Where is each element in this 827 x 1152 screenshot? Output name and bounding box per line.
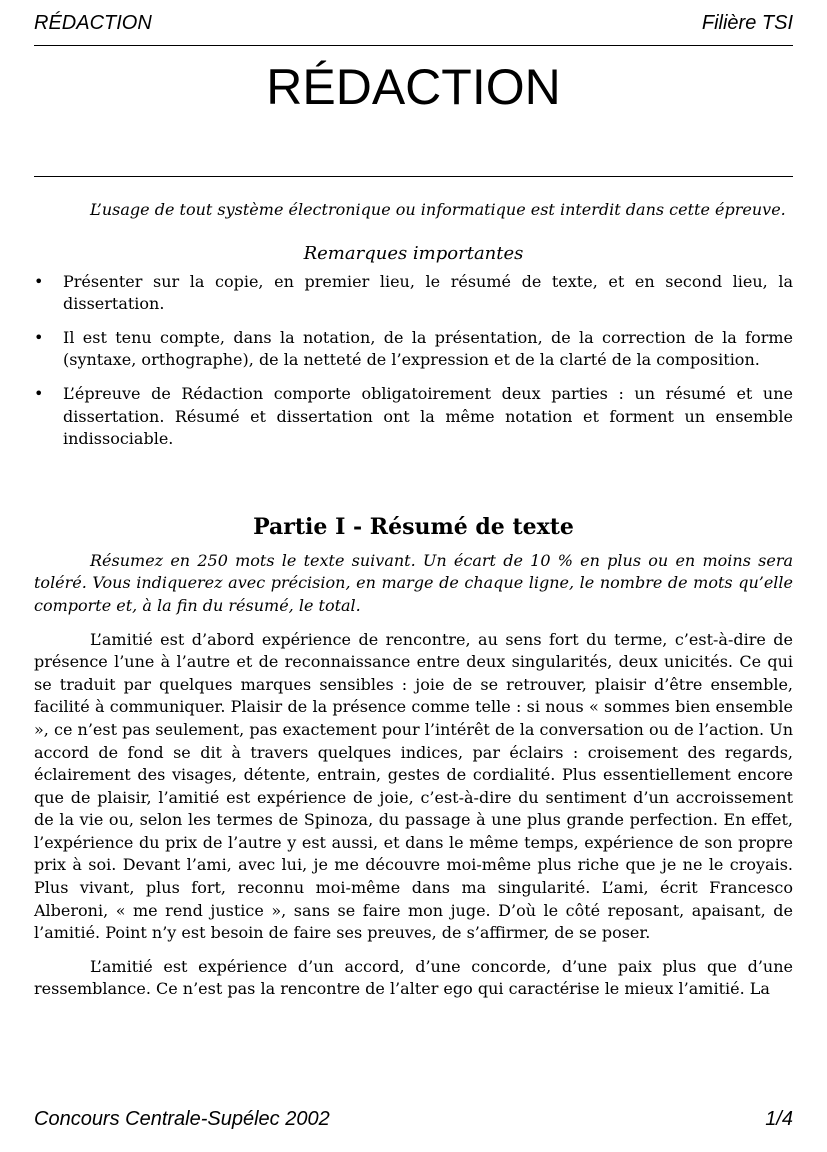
running-header-title: RÉDACTION <box>34 12 152 34</box>
footer-competition: Concours Centrale-Supélec 2002 <box>34 1108 330 1130</box>
bullet-icon: • <box>34 383 44 403</box>
list-item-text: Il est tenu compte, dans la notation, de la présentation, de la correction de la forme (syntaxe, orthographe), de la netteté de l’expression et de la clarté de la composition. <box>63 327 793 370</box>
running-header-track: Filière TSI <box>701 12 793 34</box>
list-item <box>34 383 793 451</box>
remarks-list <box>34 271 793 451</box>
text-paragraph: L’amitié est expérience d’un accord, d’une concorde, d’une paix plus que d’une ressemblance. Ce n’est pas la rencontre de l’alter ego qui caractérise le mieux l’amitié. La <box>34 956 793 999</box>
text-paragraph: L’amitié est d’abord expérience de rencontre, au sens fort du terme, c’est-à-dire de présence l’une à l’autre et de reconnaissance entre deux singularités, deux unicités. Ce qui se traduit par quelques marques sensibles : joie de se retrouver, plaisir d’être ensemble, facilité à communiquer. Plaisir de la présence comme telle : si nous « sommes bien ensemble », ce n’est pas seulement, pas exactement pour l’intérêt de la conversation ou de l’action. Un accord de fond se dit à travers quelques indices, par éclairs : croisement des regards, éclairement des visages, détente, entrain, gestes de cordialité. Plus essentiellement encore que de plaisir, l’amitié est expérience de joie, c’est-à-dire du sentiment d’un accroissement de la vie ou, selon les termes de Spinoza, du passage à une plus grande perfection. En effet, l’expérience du prix de l’autre y est aussi, et dans le même temps, expérience de son propre prix à soi. Devant l’ami, avec lui, je me découvre moi-même plus riche que je ne le croyais. Plus vivant, plus fort, reconnu moi-même dans ma singularité. L’ami, écrit Francesco Alberoni, « me rend justice », sans se faire mon juge. D’où le côté reposant, apaisant, de l’amitié. Point n’y est besoin de faire ses preuves, de s’affirmer, de se poser. <box>34 629 793 943</box>
list-item <box>34 271 793 316</box>
document-body <box>34 199 793 1001</box>
bullet-icon: • <box>34 271 44 291</box>
header-divider <box>34 45 793 46</box>
summary-instructions: Résumez en 250 mots le texte suivant. Un écart de 10 % en plus ou en moins sera toléré. Vous indiquerez avec précision, en marge de chaque ligne, le nombre de mots qu’elle comporte et, à la fin du résumé, le total. <box>34 550 793 615</box>
list-item-text: Présenter sur la copie, en premier lieu, le résumé de texte, et en second lieu, la dissertation. <box>63 271 793 314</box>
remarks-heading: Remarques importantes <box>303 242 524 264</box>
bullet-icon: • <box>34 327 44 347</box>
title-divider <box>34 176 793 177</box>
section-heading: Partie I - Résumé de texte <box>253 513 574 540</box>
list-item-text: L’épreuve de Rédaction comporte obligatoirement deux parties : un résumé et une dissertation. Résumé et dissertation ont la même notation et forment un ensemble indissociable. <box>63 383 793 449</box>
page-title: RÉDACTION <box>266 59 561 115</box>
list-item <box>34 327 793 372</box>
page-number: 1/4 <box>765 1108 793 1130</box>
exam-instruction: L’usage de tout système électronique ou informatique est interdit dans cette épreuve. <box>90 200 786 219</box>
